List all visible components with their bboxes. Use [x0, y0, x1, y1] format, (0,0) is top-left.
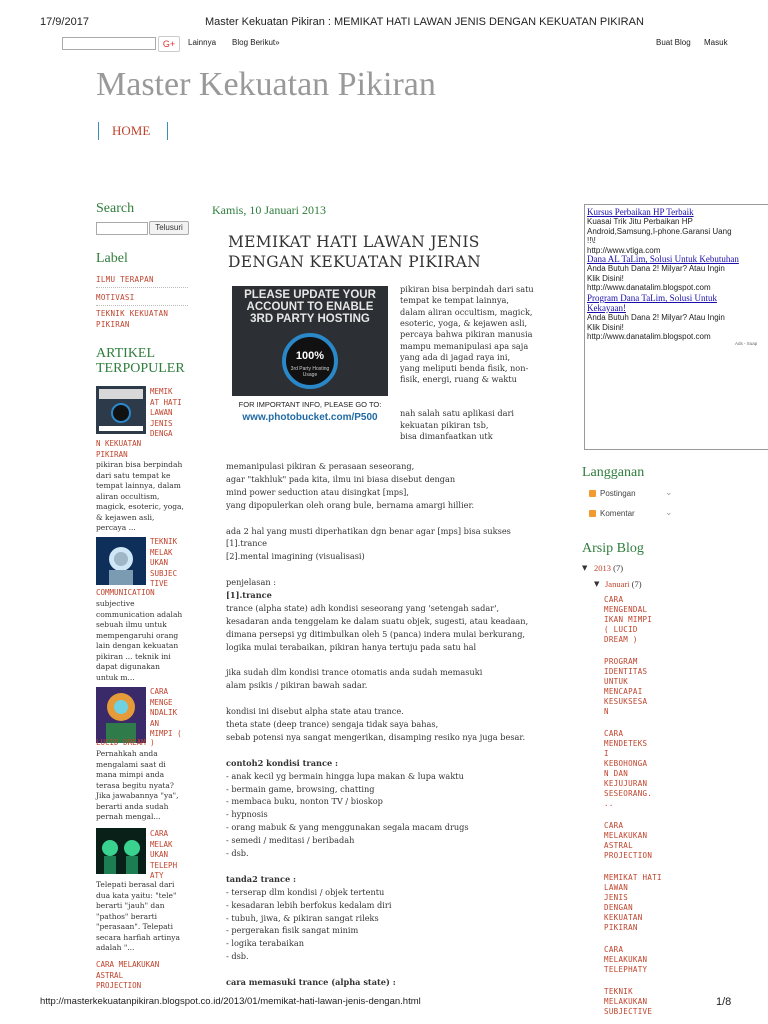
popular-title-line: MENGE [150, 697, 173, 707]
post-text-line: - logika terabaikan [226, 938, 305, 949]
archive-post-line: PIKIRAN [604, 923, 638, 932]
post-text-line: - bermain game, browsing, chatting [226, 783, 375, 794]
popular-title-line: MIMPI ( [150, 729, 182, 738]
archive-post-line: DREAM ) [604, 635, 638, 644]
search-input[interactable] [96, 222, 148, 235]
post-text-line: percaya bahwa pikiran manusia [400, 329, 533, 340]
post-text-line: mind power seduction atau disingkat [mps], [226, 486, 409, 497]
archive-month-label[interactable]: Januari [605, 579, 630, 589]
ads-footer[interactable]: Ads - Suap [735, 341, 758, 346]
post-text-line: kekuatan pikiran tsb, [400, 419, 489, 430]
popular-title-line: AT HATI [150, 397, 182, 407]
archive-post-line: MENGENDAL [604, 605, 648, 614]
image-headline [232, 289, 388, 325]
popular-post-title-1[interactable] [150, 387, 182, 440]
ad-1-link[interactable]: Kursus Perbaikan HP Terbaik [587, 207, 694, 217]
post-text-line: - membaca buku, nonton TV / bioskop [226, 796, 383, 807]
ad-3-url: http://www.danatalim.blogspot.com [587, 332, 711, 341]
post-text-line: agar "takhluk" pada kita, ilmu ini biasa disebut dengan [226, 473, 456, 484]
popular-post-thumbnail-4[interactable] [96, 828, 146, 874]
print-url: http://masterkekuatanpikiran.blogspot.co.id/2013/01/memikat-hati-lawan-jenis-dengan.html [40, 996, 421, 1007]
snippet-line: terasa begitu nyata? [96, 780, 174, 790]
archive-post-line: N DAN [604, 769, 629, 778]
chevron-down-icon[interactable]: ⌄ [665, 488, 673, 498]
post-text-line: jika sudah dlm kondisi trance otomatis anda sudah memasuki [226, 667, 483, 678]
snippet-line: secara harfiah artinya [96, 932, 180, 942]
snippet-line: dapat digunakan [96, 662, 160, 671]
post-text-line: [2].mental imagining (visualisasi) [226, 551, 365, 562]
post-text-line: [1].trance [226, 590, 272, 600]
snippet-line: Jika jawabannya "ya", [96, 791, 179, 800]
post-text-line: - orang mabuk & yang menggunakan segala macam drugs [226, 822, 469, 833]
snippet-line: Telepati berasal dari [96, 880, 175, 889]
divider [96, 287, 188, 288]
snippet-line: lain dengan kekuatan [96, 641, 179, 650]
feed-icon [589, 490, 596, 497]
chevron-down-icon[interactable]: ⌄ [665, 508, 673, 518]
print-page-number: 1/8 [716, 996, 732, 1008]
image-gauge-label [232, 366, 388, 378]
image-headline-line: 3RD PARTY HOSTING [250, 313, 370, 325]
archive-post-line: .. [604, 799, 614, 808]
popular-post-thumbnail-3[interactable] [96, 687, 146, 743]
archive-post-link[interactable] [604, 595, 652, 645]
popular-heading-line2: TERPOPULER [96, 361, 185, 376]
ad-3[interactable] [587, 293, 725, 342]
post-title-line: DENGAN KEKUATAN PIKIRAN [228, 253, 481, 271]
post-text-line: tempat ke tempat lainnya, [400, 295, 510, 306]
archive-post-line: IDENTITAS [604, 667, 648, 676]
popular-title-line: UKAN [150, 850, 169, 859]
post-title-line: MEMIKAT HATI LAWAN JENIS [228, 233, 480, 251]
archive-month[interactable] [605, 579, 642, 589]
snippet-line: pikiran ... teknik ini [96, 651, 171, 661]
post-text-line: memanipulasi pikiran & perasaan seseorang, [226, 461, 415, 471]
archive-post-link[interactable] [604, 987, 652, 1017]
popular-title-line: CARA MELAKUKAN [96, 960, 160, 969]
post-text-line: dalam aliran occultism, magick, [400, 306, 533, 317]
snippet-line: pernah mengal... [96, 812, 161, 821]
label-teknik-kekuatan-pikiran[interactable]: TEKNIK KEKUATAN PIKIRAN [96, 309, 169, 329]
popular-title-line: TELEPH [150, 860, 178, 870]
popular-title-line: LAWAN [150, 408, 173, 417]
popular-title-line: SUBJEC [150, 568, 178, 578]
post-text-line: - terserap dlm kondisi / objek tertentu [226, 886, 385, 897]
archive-post-line: TEKNIK [604, 987, 633, 996]
snippet-line: subjective [96, 599, 135, 608]
post-text-line: penjelasan : [226, 577, 276, 588]
next-blog-link[interactable]: Blog Berikut» [232, 38, 280, 47]
ad-1[interactable] [587, 207, 732, 255]
post-text-line: ada 2 hal yang musti diperhatikan dgn benar agar [mps] bisa sukses [226, 525, 511, 536]
popular-post-thumbnail-1[interactable] [96, 386, 146, 434]
popular-title-line: CARA [150, 687, 169, 696]
archive-post-line: ASTRAL [604, 841, 633, 850]
popular-title-line: TEKNIK [150, 537, 178, 546]
archive-post-line: KEJUJURAN [604, 779, 648, 788]
archive-post-line: N [604, 707, 609, 716]
popular-post-title-2[interactable] [150, 537, 177, 590]
archive-post-line: MEMIKAT HATI [604, 873, 662, 882]
ad-1-line: !!\! [587, 236, 596, 245]
post-text-line: - dsb. [226, 951, 249, 962]
subscribe-heading: Langganan [582, 465, 645, 480]
snippet-line: dari satu tempat ke [96, 470, 171, 480]
post-text-line: fisik, energi, ruang & waktu [400, 374, 517, 385]
snippet-line: mengalami saat di [96, 759, 166, 769]
archive-post-line: CARA [604, 729, 624, 738]
more-link[interactable]: Lainnya [188, 38, 217, 47]
archive-post-line: JENIS [604, 893, 629, 902]
popular-title-line: NDALIK [150, 708, 178, 717]
archive-post-line: SESEORANG. [604, 789, 653, 798]
popular-title-line: ASTRAL [96, 970, 124, 980]
post-text-line: [1].trance [226, 538, 267, 549]
post-text-line: tanda2 trance : [226, 873, 297, 884]
post-text-line: alam psikis / pikiran bawah sadar. [226, 680, 368, 691]
popular-post-title-3[interactable] [150, 687, 182, 740]
post-text-line: - tubuh, jiwa, & pikiran sangat rileks [226, 912, 379, 923]
post-text-line: - dsb. [226, 848, 249, 858]
post-text-line: theta state (deep trance) sengaja tidak saya bahas, [226, 719, 439, 729]
post-date: Kamis, 10 Januari 2013 [212, 203, 326, 217]
snippet-line: tempat lainnya, dalam [96, 481, 181, 490]
ad-1-url: http://www.vtiga.com [587, 245, 661, 255]
archive-post-line: KEBOHONGA [604, 759, 648, 768]
divider [96, 305, 188, 306]
post-text-line: sebab potensi nya sangat mengerikan, disamping resiko nya juga besar. [226, 731, 526, 742]
ad-2-link[interactable]: Dana AL TaLim, Solusi Untuk Kebutuhan [587, 254, 739, 264]
ad-3-line: Klik Disini! [587, 322, 624, 332]
popular-post-snippet-4 [96, 880, 180, 954]
feed-icon [589, 510, 596, 517]
archive-post-line: MELAKUKAN [604, 831, 648, 840]
archive-post-line: CARA [604, 945, 624, 954]
snippet-line: berarti "jauh" dan [96, 901, 165, 910]
popular-title-line: CARA [150, 829, 169, 838]
ad-box [584, 204, 768, 450]
archive-post-line: LAWAN [604, 883, 629, 892]
archive-post-line: UNTUK [604, 677, 629, 686]
print-title: Master Kekuatan Pikiran : MEMIKAT HATI LAWAN JENIS DENGAN KEKUATAN PIKIRAN [205, 16, 644, 28]
snippet-line: communication adalah [96, 609, 183, 619]
archive-month-count: (7) [631, 579, 642, 589]
snippet-line: untuk m... [96, 672, 135, 682]
post-title[interactable] [228, 232, 481, 272]
snippet-line: adalah "... [96, 943, 135, 952]
image-info: FOR IMPORTANT INFO, PLEASE GO TO: [238, 400, 382, 409]
archive-post-line: MELAKUKAN [604, 955, 648, 964]
ad-3-link[interactable]: Program Dana TaLim, Solusi Untuk [587, 293, 717, 303]
popular-title-line: MELAK [150, 839, 173, 849]
popular-post-title-3-cont[interactable]: LUCID DREAM ) [96, 738, 155, 747]
post-text-line: dimana persepsi yg ditimbulkan oleh 5 (panca) indera mulai berkurang, [226, 628, 526, 639]
image-url: www.photobucket.com/P500 [242, 412, 378, 423]
popular-title-line: N KEKUATAN [96, 439, 142, 448]
archive-year-label[interactable]: 2013 [594, 563, 611, 573]
snippet-line: "pathos" berarti [96, 911, 158, 921]
snippet-line: mana mimpi anda [96, 770, 165, 779]
archive-post-line: MELAKUKAN [604, 997, 648, 1006]
popular-title-line: PIKIRAN [96, 449, 128, 459]
snippet-line: pikiran bisa berpindah [96, 460, 183, 469]
archive-year-count: (7) [613, 563, 624, 573]
print-date: 17/9/2017 [40, 16, 89, 28]
home-tab[interactable]: HOME [112, 123, 151, 138]
ad-3-line: Anda Butuh Dana 2! Milyar? Atau Ingin [587, 313, 725, 322]
post-text-line: contoh2 kondisi trance : [226, 757, 339, 768]
create-blog-link[interactable]: Buat Blog [656, 38, 691, 47]
popular-title-line: JENIS [150, 418, 173, 428]
archive-post-link[interactable] [604, 821, 652, 861]
post-text-line: logika mulai terabaikan, pikiran hanya tertuju pada satu hal [226, 641, 477, 652]
triangle-down-icon[interactable]: ▼ [582, 564, 588, 572]
label-ilmu-terapan[interactable]: ILMU TERAPAN [96, 275, 154, 284]
post-text-line: - pergerakan fisik sangat minim [226, 925, 359, 936]
snippet-line: sebuah ilmu untuk [96, 620, 167, 629]
post-text-line: - kesadaran lebih berfokus kedalam diri [226, 899, 392, 910]
post-text-line: mampu memanipulasi apa saja [400, 340, 529, 351]
archive-post-line: DENGAN [604, 903, 633, 912]
archive-post-line: PROJECTION [604, 851, 653, 860]
ad-2-line: Klik Disini! [587, 273, 624, 283]
post-text-line: - hypnosis [226, 809, 268, 820]
popular-post-title-4[interactable] [150, 829, 177, 882]
archive-year[interactable] [594, 563, 623, 573]
snippet-line: percaya ... [96, 523, 136, 532]
post-text-line: trance (alpha state) adh kondisi seseorang yang 'setengah sadar', [226, 602, 500, 613]
subscribe-comments[interactable]: Komentar [600, 509, 635, 518]
popular-title-line: DENGA [150, 429, 173, 438]
archive-post-line: KEKUATAN [604, 913, 643, 922]
archive-post-link[interactable] [604, 873, 662, 933]
snippet-line: Pernahkah anda [96, 749, 158, 758]
snippet-line: aliran occultism, [96, 491, 160, 501]
snippet-line: "perasaan". Telepati [96, 922, 173, 931]
label-heading: Label [96, 251, 128, 266]
snippet-line: dua kata yaitu: "tele" [96, 890, 177, 900]
navbar-search-input[interactable] [62, 37, 156, 50]
snippet-line: & kejawen asli, [96, 512, 155, 522]
search-heading: Search [96, 201, 135, 216]
popular-title-line: MEMIK [150, 387, 173, 396]
label-motivasi[interactable]: MOTIVASI [96, 293, 135, 302]
popular-title-line: TIVE [150, 579, 169, 588]
snippet-line: magick, esoteric, yoga, [96, 502, 184, 511]
post-text-line: bisa dimanfaatkan utk [400, 430, 493, 441]
popular-title-line: MELAK [150, 547, 173, 557]
image-gauge-label-line: Usage [302, 372, 318, 378]
post-text-line: cara memasuki trance (alpha state) : [226, 977, 396, 987]
blog-title[interactable]: Master Kekuatan Pikiran [96, 66, 436, 103]
post-text-line: - anak kecil yg bermain hingga lupa makan & lupa waktu [226, 770, 464, 781]
ad-1-line: Android,Samsung,I-phone.Garansi Uang [587, 226, 732, 236]
popular-post-snippet-3 [96, 749, 179, 823]
popular-title-line: PROJECTION [96, 981, 142, 990]
archive-post-line: IKAN MIMPI [604, 615, 653, 624]
archive-post-line: MENDETEKS [604, 739, 648, 748]
gplus-button[interactable]: G+ [158, 36, 180, 52]
ad-2-line: Anda Butuh Dana 2! Milyar? Atau Ingin [587, 264, 725, 273]
snippet-line: berarti anda sudah [96, 801, 169, 811]
search-button[interactable]: Telusuri [149, 221, 189, 235]
ad-1-line: Kuasai Trik Jitu Perbaikan HP [587, 217, 693, 226]
popular-title-line: AN [150, 718, 160, 728]
post-text-line: kondisi ini disebut alpha state atau trance. [226, 706, 404, 717]
archive-post-line: CARA [604, 821, 624, 830]
snippet-line: mempengaruhi orang [96, 630, 179, 640]
popular-post-thumbnail-2[interactable] [96, 537, 146, 585]
archive-post-line: KESUKSESA [604, 697, 648, 706]
popular-heading-line1: ARTIKEL [96, 346, 156, 361]
archive-post-line: ( LUCID [604, 625, 638, 634]
popular-post-title-1-cont[interactable] [96, 439, 141, 460]
popular-title-line: UKAN [150, 558, 169, 567]
post-text-line: - semedi / meditasi / beribadah [226, 835, 355, 846]
ad-2[interactable] [587, 254, 739, 293]
archive-post-line: I [604, 749, 609, 758]
archive-post-line: SUBJECTIVE [604, 1007, 653, 1016]
ad-2-url: http://www.danatalim.blogspot.com [587, 283, 711, 292]
popular-heading [96, 346, 185, 376]
archive-heading: Arsip Blog [582, 541, 644, 556]
popular-post-snippet-1 [96, 460, 184, 534]
archive-post-link[interactable] [604, 729, 652, 809]
sign-in-link[interactable]: Masuk [704, 38, 728, 47]
ad-3-link-cont[interactable]: Kekayaan! [587, 303, 626, 313]
archive-post-link[interactable] [604, 945, 647, 975]
post-text-line: kesadaran anda tenggelam ke dalam suatu objek, sugesti, atau keadaan, [226, 615, 529, 626]
post-text-line: yang dipopulerkan oleh orang bule, bernama amargi hillier. [226, 499, 475, 510]
popular-title-line: ATY [150, 871, 164, 880]
archive-post-line: PROGRAM [604, 657, 638, 666]
image-gauge-value: 100% [295, 350, 325, 362]
post-text-line: esoteric, yoga, & kejawen asli, [400, 317, 528, 328]
image-headline-line: ACCOUNT TO ENABLE [246, 301, 374, 313]
post-text-line: yang meliputi benda fisik, non- [400, 363, 529, 374]
post-text-line: pikiran bisa berpindah dari satu [400, 284, 534, 294]
post-image[interactable] [232, 286, 388, 434]
archive-post-line: TELEPHATY [604, 965, 648, 974]
archive-post-link[interactable] [604, 657, 647, 717]
archive-post-line: CARA [604, 595, 624, 604]
triangle-down-icon[interactable]: ▼ [594, 580, 600, 588]
image-headline-line: PLEASE UPDATE YOUR [244, 289, 376, 301]
popular-post-snippet-2 [96, 599, 182, 683]
post-text-line: yang ada di jagad raya ini, [400, 351, 511, 362]
subscribe-posts[interactable]: Postingan [600, 489, 636, 498]
popular-post-title-2-cont[interactable]: COMMUNICATION [96, 588, 155, 597]
post-text-line: nah salah satu aplikasi dari [400, 408, 515, 419]
archive-post-line: MENCAPAI [604, 687, 643, 696]
popular-post-title-5[interactable] [96, 960, 159, 992]
image-gauge-label-line: 3rd Party Hosting [290, 366, 330, 372]
